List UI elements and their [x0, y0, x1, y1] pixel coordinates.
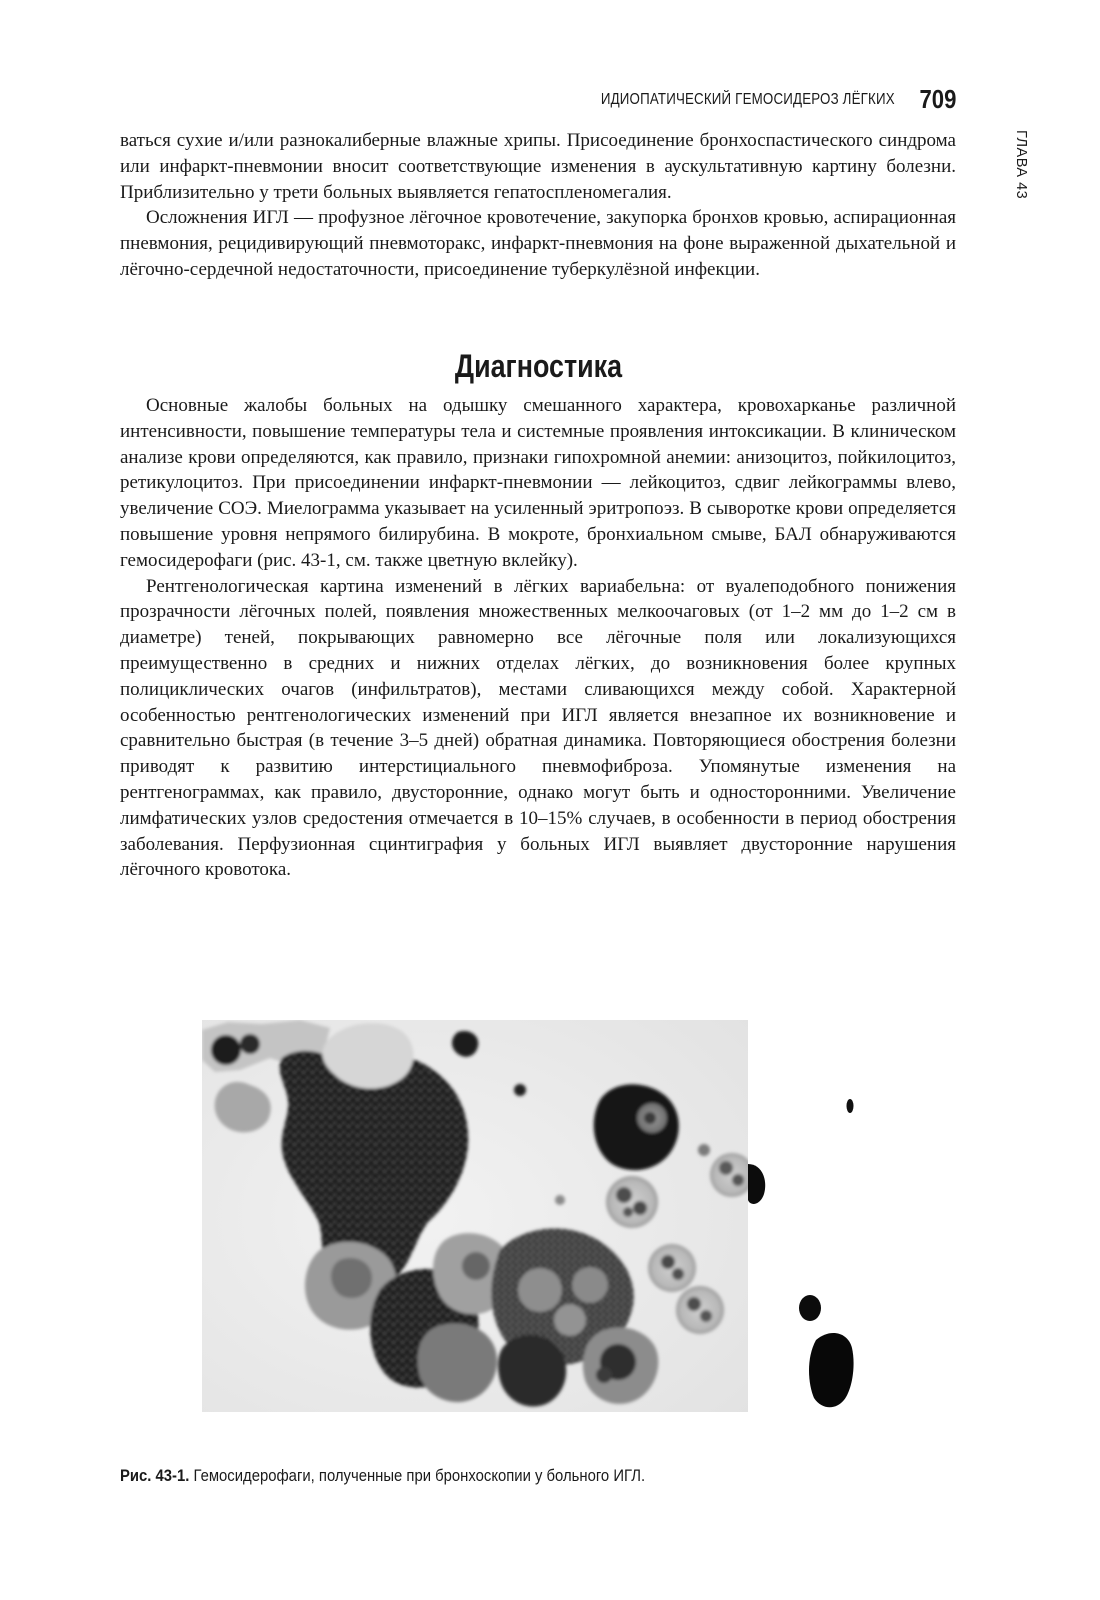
running-title: ИДИОПАТИЧЕСКИЙ ГЕМОСИДЕРОЗ ЛЁГКИХ	[600, 90, 895, 108]
paragraph-radiology: Рентгенологическая картина изменений в лёгких вариабельна: от вуалеподобного понижения прозрачности лёгочных полей, появления множественных мелкоочаговых (от 1–2 мм до 1–2 см в диаметре) теней, покрывающих равномерно все лёгочные поля или локализующихся преимущественно в средних и нижних отделах лёгких, до возникновения более крупных полициклических очагов (инфильтратов), местами сливающихся между собой. Характерной особенностью рентгенологических изменений при ИГЛ является внезапное их возникновение и сравнительно быстрая (в течение 3–5 дней) обратная динамика. Повторяющиеся обострения болезни приводят к развитию интерстициального пневмофиброза. Упомянутые изменения на рентгенограммах, как правило, двусторонние, однако могут быть и односторонними. Увеличение лимфатических узлов средостения отмечается в 10–15% случаев, в особенности в период обострения заболевания. Перфузионная сцинтиграфия у больных ИГЛ выявляет двусторонние нарушения лёгочного кровотока.	[120, 575, 956, 881]
figure-caption-text: Гемосидерофаги, полученные при бронхоскопии у больного ИГЛ.	[193, 1467, 646, 1485]
artifact-marks	[748, 1099, 854, 1407]
paragraph-complications: Осложнения ИГЛ — профузное лёгочное кровотечение, закупорка бронхов кровью, аспирационная пневмония, рецидивирующий пневмоторакс, инфаркт-пневмония на фоне выраженной дыхательной и лёгочно-сердечной недостаточности, присоединение туберкулёзной инфекции.	[120, 207, 956, 280]
paragraph-continuation: ваться сухие и/или разнокалиберные влажные хрипы. Присоединение бронхоспастического синдрома или инфаркт-пневмонии вносит соответствующие изменения в аускультативную картину болезни. Приблизительно у трети больных выявляется гепатоспленомегалия.	[120, 130, 956, 203]
page-number: 709	[919, 84, 956, 114]
figure-caption	[120, 1465, 956, 1487]
chapter-tab: ГЛАВА 43	[1013, 130, 1029, 200]
figure-caption-label: Рис. 43-1.	[120, 1467, 190, 1485]
paragraph-complaints: Основные жалобы больных на одышку смешанного характера, кровохарканье различной интенсивности, повышение температуры тела и системные проявления интоксикации. В клиническом анализе крови определяются, как правило, признаки гипохромной анемии: анизоцитоз, пойкилоцитоз, ретикулоцитоз. При присоединении инфаркт-пневмонии — лейкоцитоз, сдвиг лейкограммы влево, увеличение СОЭ. Миелограмма указывает на усиленный эритропоэз. В сыворотке крови определяется повышение уровня непрямого билирубина. В мокроте, бронхиальном смыве, БАЛ обнаруживаются гемосидерофаги (рис. 43-1, см. также цветную вклейку).	[120, 395, 956, 571]
section-heading-text: Диагностика	[454, 348, 622, 384]
dark-cell-upper	[594, 1084, 679, 1170]
